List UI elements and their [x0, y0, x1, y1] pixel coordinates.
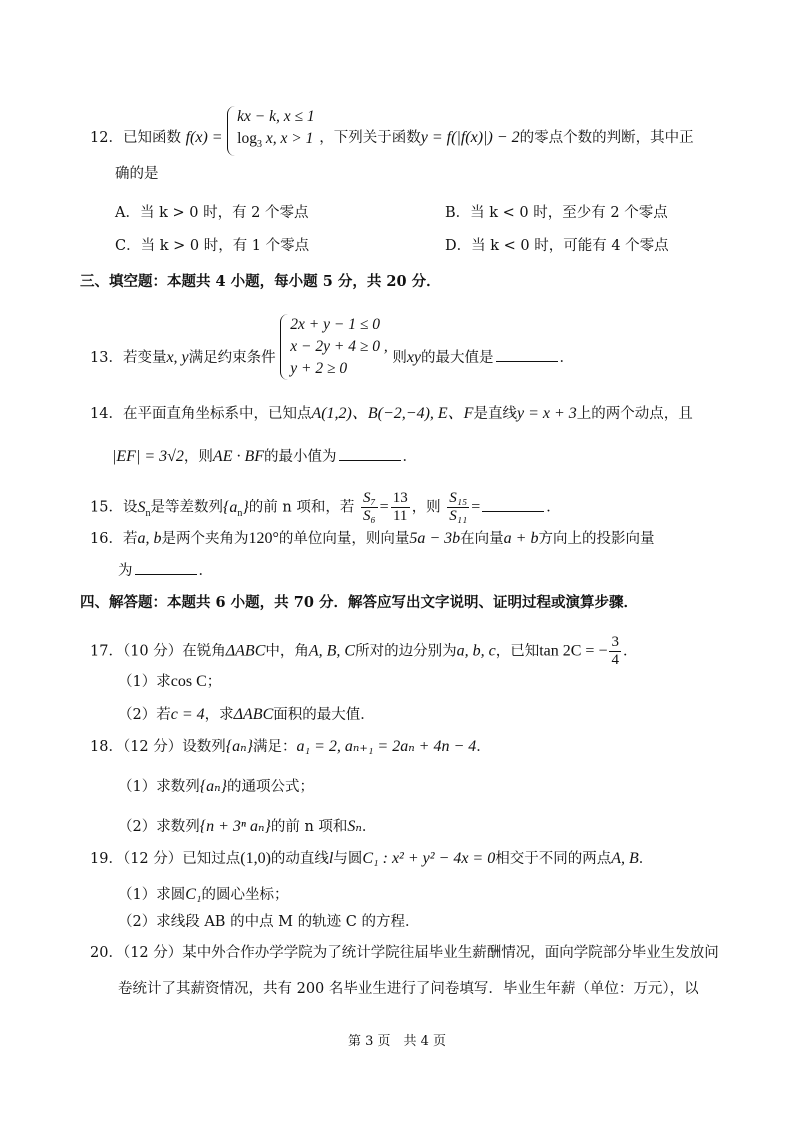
q19-part2: （2）求线段 AB 的中点 M 的轨迹 C 的方程． [118, 914, 420, 930]
q16-vec1: 5a − 3b [409, 530, 461, 547]
q16-number: 16． [90, 531, 123, 547]
section3-heading: 三、填空题：本题共 4 小题，每小题 5 分，共 20 分． [80, 273, 441, 290]
q18-part2 [118, 816, 376, 838]
q15-eq2: = [471, 498, 481, 516]
q15-frac-s15-s11: $\frac{\text{S₁₅}}{\text{S₁₁}}$ [449, 490, 468, 524]
q17-p2-text: （2）若 [118, 707, 171, 723]
q16-line2 [118, 560, 213, 582]
q17-part1 [118, 671, 221, 693]
q15-number: 15． [90, 499, 123, 516]
q17-p1-end: ； [206, 674, 222, 690]
q16-text-d: 在向量 [460, 531, 504, 547]
q18-p2-math: {n + 3ⁿ aₙ} [199, 818, 271, 835]
q14-answer-blank[interactable] [339, 446, 401, 461]
q15-line [90, 490, 561, 525]
q12-line2: 确的是 [115, 166, 159, 182]
page-footer: 第 3 页 共 4 页 [347, 1034, 447, 1049]
q19-p1-end: 的圆心坐标； [201, 887, 289, 903]
q12-piecewise [227, 106, 315, 156]
q15-an: $\{a_n\}$ [222, 498, 249, 519]
q19-line [90, 848, 653, 870]
q15-text-b: 是等差数列 [150, 499, 223, 516]
q19-point: (1,0) [240, 850, 271, 867]
q16-text-b: 是两个夹角为 [161, 531, 249, 547]
q17-p2-text-b: ，求 [204, 707, 234, 723]
q16-line1 [90, 528, 654, 550]
q12-brace [227, 106, 236, 156]
q17-p2-math: c = 4 [170, 706, 205, 723]
q16-text-e: 方向上的投影向量 [538, 531, 655, 547]
q19-part1 [118, 884, 288, 906]
q18-seq: {aₙ} [225, 738, 254, 755]
q14-end: ． [402, 449, 418, 465]
q14-number: 14． [90, 406, 123, 422]
q13-number: 13． [90, 350, 123, 366]
q20-text-1: （12 分）某中外合作办学学院为了统计学院往届毕业生薪酬情况，面向学院部分毕业生发放问 [122, 945, 719, 961]
q19-text-a: （12 分）已知过点 [122, 851, 241, 867]
q18-line [90, 736, 491, 758]
q13-text-post2: 的最大值是 [421, 350, 494, 366]
q17-text-a: （10 分）在锐角 [122, 643, 226, 660]
q17-p2-end: 面积的最大值． [273, 707, 375, 723]
q20-number: 20． [90, 945, 123, 961]
q14-line-eq: y = x + 3 [516, 405, 577, 422]
q18-end: ． [476, 739, 491, 755]
q13-end: ． [559, 350, 575, 366]
q12-option-a: A．当 k > 0 时，有 2 个零点 [115, 205, 309, 221]
q19-text-c: 与圆 [333, 851, 363, 867]
q13-constraints [280, 314, 387, 380]
q12-case1: kx − k, x ≤ 1 [237, 108, 315, 125]
q17-end: ． [622, 643, 638, 660]
q13-constraint-1: 2x + y − 1 ≤ 0 [290, 316, 380, 333]
q12-number: 12． [90, 130, 123, 147]
q16-vec2: a + b [503, 530, 539, 547]
q16-text-a: 若 [122, 531, 138, 547]
q15-eq1: = [379, 498, 389, 516]
q17-text-d: ，已知 [495, 643, 540, 660]
q19-circle: C₁ : x² + y² − 4x = 0 [362, 850, 496, 867]
q18-text-b: 满足： [253, 739, 297, 755]
q14-text-b: 是直线 [473, 406, 517, 422]
q14-text-e: 的最小值为 [264, 449, 337, 465]
q19-l: l [328, 850, 334, 867]
q12-option-d: D．当 k < 0 时，可能有 4 个零点 [445, 238, 669, 254]
q16-answer-blank[interactable] [135, 560, 197, 575]
q12-yfunc: y = f(|f(x)|) − 2 [420, 129, 520, 147]
q17-number: 17． [90, 643, 123, 660]
q13-answer-blank[interactable] [496, 347, 558, 362]
q17-angles: A, B, C [308, 642, 356, 660]
section4-heading: 四、解答题：本题共 6 小题，共 70 分．解答应写出文字说明、证明过程或演算步骤． [80, 594, 638, 611]
q13-text-pre: 若变量 [122, 350, 167, 366]
q12-case2: $\log_3 x$, x > 1 [237, 130, 314, 151]
q20-line2: 卷统计了其薪资情况，共有 200 名毕业生进行了问卷填写．毕业生年薪（单位：万元），以 [118, 981, 699, 997]
q19-p1-text: （1）求圆 [118, 887, 186, 903]
q17-tan: tan 2C = − [539, 642, 608, 660]
q15-end: ． [546, 499, 561, 516]
q18-p2-text-b: 的前 n 项和 [270, 819, 348, 835]
q19-number: 19． [90, 851, 123, 867]
q19-text-d: 相交于不同的两点 [495, 851, 612, 867]
q12-text-post: 的零点个数的判断，其中正 [519, 130, 694, 147]
q16-text-c: 的单位向量，则向量 [278, 531, 410, 547]
q15-sn: $S_n$ [137, 498, 151, 519]
q14-expr: AE · BF [212, 448, 265, 465]
q20-line1 [90, 942, 719, 964]
q16-end: ． [198, 563, 213, 579]
q16-angle: 120° [248, 530, 279, 547]
q13-line [90, 316, 575, 380]
q17-p2-tri: ΔABC [233, 706, 274, 723]
q13-constraint-2: x − 2y + 4 ≥ 0 , [290, 338, 388, 355]
q17-sides: a, b, c [456, 642, 496, 660]
q18-p2-end: ． [361, 819, 377, 835]
q15-text-a: 设 [122, 499, 138, 516]
q16-ab: a, b [137, 530, 162, 547]
q17-text-c: 所对的边分别为 [355, 643, 457, 660]
q13-xy: xy [406, 349, 422, 366]
q15-text-c: 的前 n 项和，若 [248, 499, 355, 516]
q17-p1-text: （1）求 [118, 674, 171, 690]
q17-triangle: ΔABC [225, 642, 266, 660]
q15-frac-13-11: $\frac{13}{11}$ [392, 490, 408, 524]
q13-text-mid: 满足约束条件 [188, 350, 276, 366]
q17-part2 [118, 704, 375, 726]
q18-text-a: （12 分）设数列 [122, 739, 226, 755]
q16-text-f: 为 [118, 563, 133, 579]
q15-answer-blank[interactable] [482, 497, 544, 512]
q12-text-mid: ，下列关于函数 [319, 130, 421, 147]
q14-ef: |EF| = 3√2 [112, 448, 184, 465]
q14-text-d: ，则 [183, 449, 213, 465]
q18-p1-text: （1）求数列 [118, 779, 200, 795]
q14-line2 [112, 446, 417, 468]
q14-text-a: 在平面直角坐标系中，已知点 [122, 406, 312, 422]
q17-line [90, 634, 637, 669]
q12-line1 [90, 108, 694, 156]
q19-ab: A, B [611, 850, 639, 867]
q15-frac-s7-s6: $\frac{\text{S₇}}{\text{S₆}}$ [362, 490, 376, 524]
q19-p1-math: C₁ [185, 886, 202, 903]
q12-option-c: C．当 k > 0 时，有 1 个零点 [115, 238, 310, 254]
q15-text-d: ，则 [411, 499, 441, 516]
q14-text-c: 上的两个动点，且 [576, 406, 693, 422]
q18-number: 18． [90, 739, 123, 755]
q18-p1-math: {aₙ} [199, 778, 228, 795]
q14-line1 [90, 403, 693, 425]
q17-text-b: 中，角 [265, 643, 309, 660]
q18-recurrence: a₁ = 2, aₙ₊₁ = 2aₙ + 4n − 4 [296, 738, 477, 755]
q18-p2-sn: Sₙ [347, 818, 362, 835]
q12-fx: f(x) = [185, 129, 223, 147]
q19-text-b: 的动直线 [270, 851, 329, 867]
q13-constraint-3: y + 2 ≥ 0 [290, 360, 348, 377]
q14-points: A(1,2)、B(−2,−4), E、F [311, 405, 474, 422]
q19-end: ． [638, 851, 654, 867]
q12-option-b: B．当 k < 0 时，至少有 2 个零点 [445, 205, 668, 221]
q13-vars: x, y [166, 349, 189, 366]
q13-brace [280, 314, 289, 380]
q18-part1 [118, 776, 314, 798]
q18-p2-text: （2）求数列 [118, 819, 200, 835]
q12-text-pre: 已知函数 [122, 130, 181, 147]
q13-text-post1: 则 [392, 350, 407, 366]
q17-frac: $\frac{3}{4}$ [611, 634, 619, 668]
q17-p1-math: cos C [170, 673, 207, 690]
q18-p1-end: 的通项公式； [227, 779, 315, 795]
